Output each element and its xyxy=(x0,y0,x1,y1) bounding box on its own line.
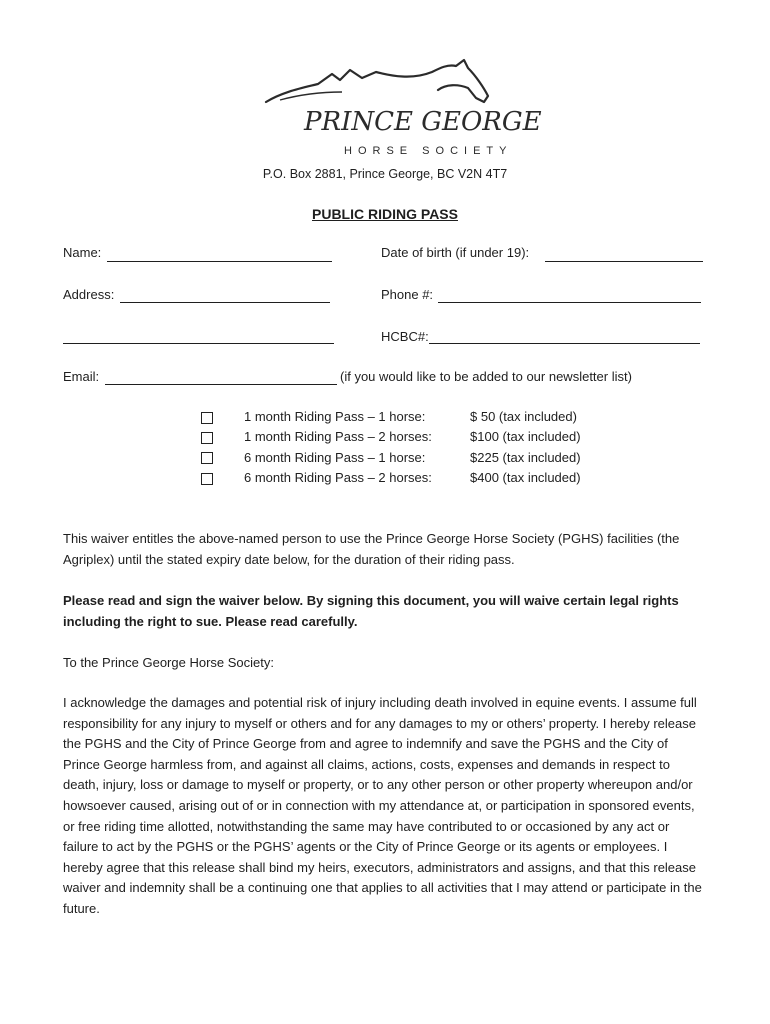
address-field-line-1[interactable] xyxy=(120,302,330,303)
option-checkbox-3[interactable] xyxy=(201,452,213,464)
address-label: Address: xyxy=(63,287,115,302)
logo-name-text: PRINCE GEORGE xyxy=(304,107,542,137)
option-price-3: $225 (tax included) xyxy=(470,450,581,465)
dob-field[interactable] xyxy=(545,261,703,262)
intro-paragraph: This waiver entitles the above-named person to use the Prince George Horse Society (PGHS) facilities (the Agriplex) until the stated expiry date below, for the duration of their riding pass. xyxy=(63,531,680,567)
option-checkbox-4[interactable] xyxy=(201,473,213,485)
warning-paragraph: Please read and sign the waiver below. By signing this document, you will waive certain legal rights including the right to sue. Please read carefully. xyxy=(63,593,679,629)
phone-field[interactable] xyxy=(438,302,701,303)
option-price-1: $ 50 (tax included) xyxy=(470,409,577,424)
dob-label: Date of birth (if under 19): xyxy=(381,245,530,260)
name-field[interactable] xyxy=(107,261,332,262)
hcbc-field[interactable] xyxy=(429,343,700,344)
option-label-3: 6 month Riding Pass – 1 horse: xyxy=(244,450,426,465)
email-label: Email: xyxy=(63,369,100,384)
option-label-4: 6 month Riding Pass – 2 horses: xyxy=(244,470,432,485)
hcbc-label: HCBC#: xyxy=(381,329,429,344)
society-logo xyxy=(262,58,542,166)
option-price-2: $100 (tax included) xyxy=(470,429,581,444)
name-label: Name: xyxy=(63,245,102,260)
email-field[interactable] xyxy=(105,384,337,385)
email-note: (if you would like to be added to our newsletter list) xyxy=(340,369,632,384)
phone-label: Phone #: xyxy=(381,287,434,302)
logo-society-text: HORSE SOCIETY xyxy=(344,145,513,157)
option-checkbox-1[interactable] xyxy=(201,412,213,424)
waiver-paragraph: I acknowledge the damages and potential risk of injury including death involved in equine events. I assume full responsibility for any injury to myself or others and for any damages to my or others’ property. I hereby release the PGHS and the City of Prince George from and agree to indemnify and save the PGHS and the City of Prince George harmless from, and against all claims, actions, costs, expenses and demands in respect to death, injury, loss or damage to myself or property, or to any other person or other property whereupon and/or howsoever caused, arising out of or in connection with my attendance at, or participation in sponsored events, or free riding time allotted, notwithstanding the same may have contributed to or occasioned by any act or failure to act by the PGHS or the PGHS’ agents or the City of Prince George or its agents or employees. I hereby agree that this release shall bind my heirs, executors, administrators and assigns, and that this release waiver and indemnity shall be a continuing one that applies to all activities that I may attend or participate in the future. xyxy=(63,695,702,916)
option-label-2: 1 month Riding Pass – 2 horses: xyxy=(244,429,432,444)
option-checkbox-2[interactable] xyxy=(201,432,213,444)
option-price-4: $400 (tax included) xyxy=(470,470,581,485)
form-title: PUBLIC RIDING PASS xyxy=(312,206,458,222)
mailing-address: P.O. Box 2881, Prince George, BC V2N 4T7 xyxy=(262,167,508,181)
address-field-line-2[interactable] xyxy=(63,343,334,344)
salutation: To the Prince George Horse Society: xyxy=(63,655,274,670)
option-label-1: 1 month Riding Pass – 1 horse: xyxy=(244,409,426,424)
